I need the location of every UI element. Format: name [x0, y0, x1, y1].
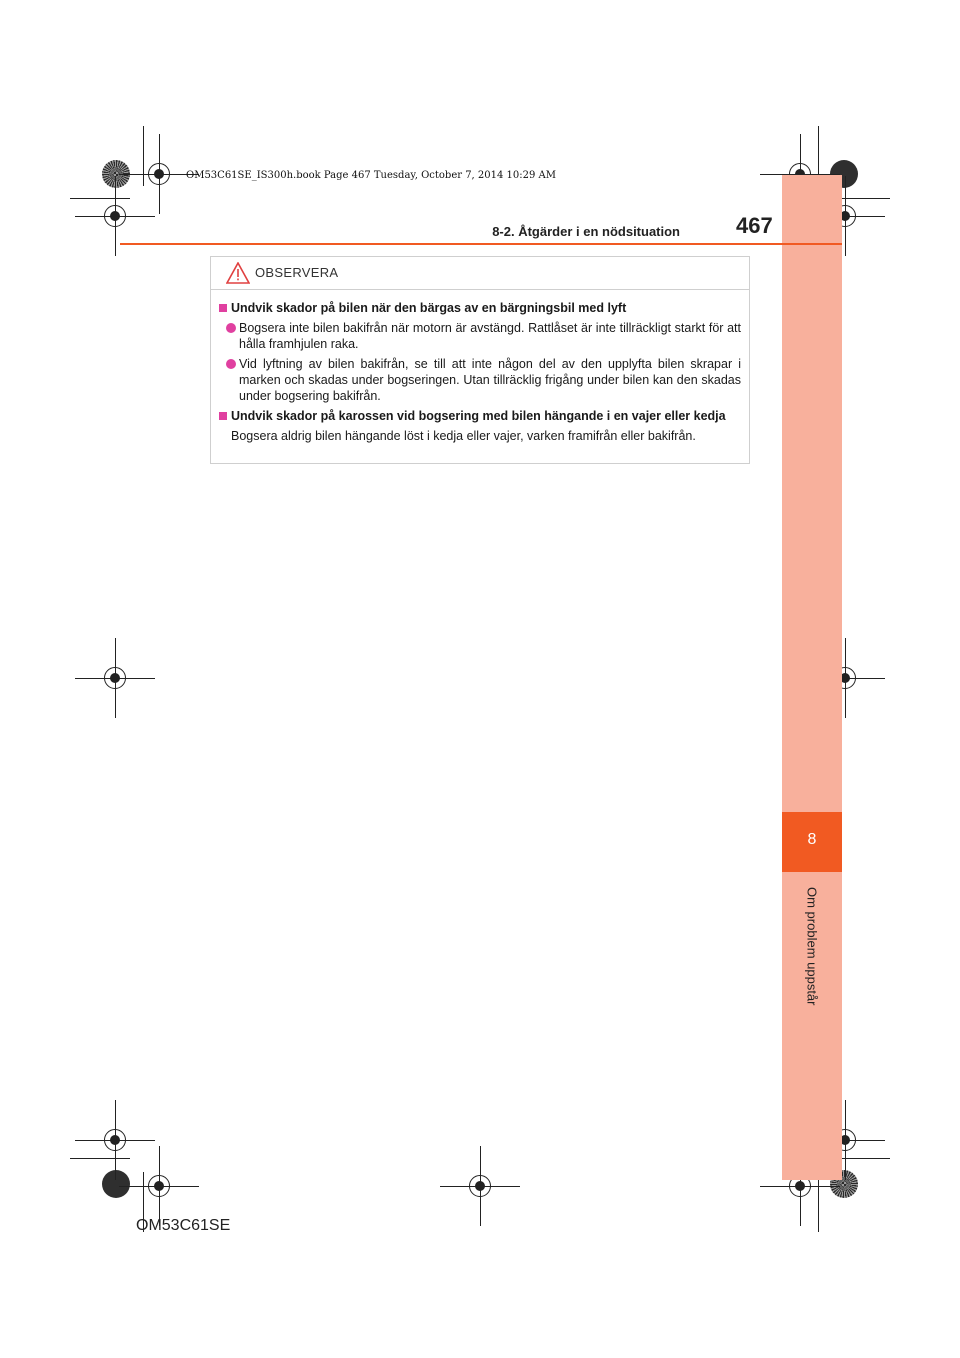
notice-text: Bogsera aldrig bilen hängande löst i kedja eller vajer, varken framifrån eller bakifrån. — [231, 429, 696, 443]
notice-header — [211, 257, 749, 290]
trim-line — [143, 126, 144, 186]
notice-label: OBSERVERA — [255, 265, 339, 280]
print-stamp: OM53C61SE_IS300h.book Page 467 Tuesday, October 7, 2014 10:29 AM — [186, 170, 557, 181]
page-number: 467 — [736, 213, 773, 238]
trim-line — [818, 1172, 819, 1232]
notice-item-title: Undvik skador på bilen när den bärgas av en bärgningsbil med lyft — [219, 300, 741, 316]
chapter-number: 8 — [807, 831, 817, 848]
notice-bullet: Bogsera inte bilen bakifrån när motorn är avstängd. Rattlåset är inte tillräckligt starkt för att hålla framhjulen raka. — [219, 320, 741, 352]
chapter-title: Om problem uppstår — [804, 887, 820, 1006]
notice-bullet: Vid lyftning av bilen bakifrån, se till att inte någon del av den upplyfta bilen skrapar i marken och skadas under bogseringen. Utan tillräcklig frigång under bilen kan den skadas under bogsering bakifrån. — [219, 356, 741, 404]
round-bullet-icon — [226, 323, 236, 333]
square-bullet-icon — [219, 304, 227, 312]
header-rule — [120, 243, 842, 245]
square-bullet-icon — [219, 412, 227, 420]
round-bullet-icon — [226, 359, 236, 369]
notice-body — [211, 290, 749, 444]
chapter-side-tab — [782, 175, 842, 1180]
section-title: 8-2. Åtgärder i en nödsituation — [492, 224, 680, 239]
trim-line — [70, 198, 130, 199]
print-dial-bottom-left — [102, 1170, 130, 1198]
notice-item-title: Undvik skador på karossen vid bogsering med bilen hängande i en vajer eller kedja — [219, 408, 741, 424]
trim-line — [70, 1158, 130, 1159]
notice-box — [210, 256, 750, 464]
warning-triangle-icon — [226, 262, 250, 284]
document-code: OM53C61SE — [136, 1217, 231, 1234]
